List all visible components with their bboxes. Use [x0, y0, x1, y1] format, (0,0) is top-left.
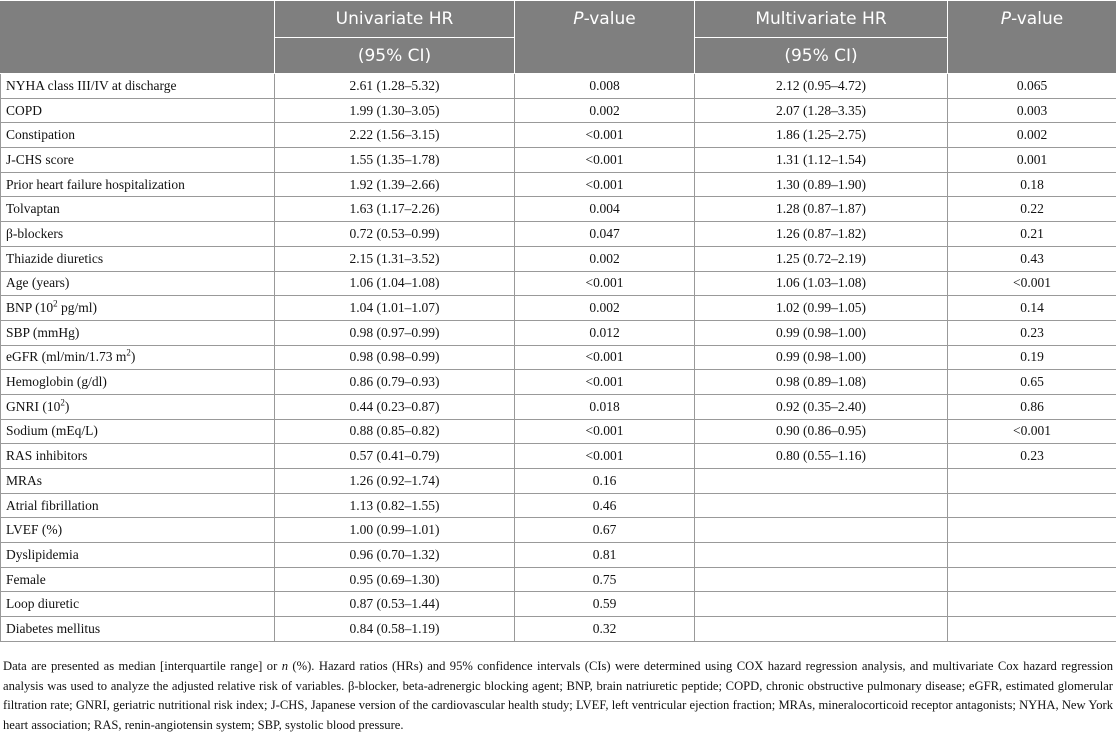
table-row: [1, 493, 1116, 518]
univariate-ci-header: (95% CI): [275, 38, 515, 74]
multivariate-hr-cell: 0.90 (0.86–0.95): [695, 419, 948, 444]
multivariate-p-cell: 0.18: [948, 172, 1116, 197]
multivariate-hr-cell: [695, 469, 948, 494]
variable-label: Female: [1, 567, 275, 592]
multivariate-p-cell: 0.86: [948, 394, 1116, 419]
multivariate-p-cell: 0.43: [948, 246, 1116, 271]
univariate-hr-header: Univariate HR: [275, 1, 515, 38]
multivariate-hr-cell: 2.07 (1.28–3.35): [695, 98, 948, 123]
table-row: [1, 74, 1116, 99]
variable-label: Prior heart failure hospitalization: [1, 172, 275, 197]
multivariate-p-cell: 0.002: [948, 123, 1116, 148]
univariate-p-cell: 0.012: [515, 320, 695, 345]
table-row: [1, 271, 1116, 296]
table-row: [1, 320, 1116, 345]
univariate-hr-cell: 2.61 (1.28–5.32): [275, 74, 515, 99]
multivariate-hr-cell: [695, 518, 948, 543]
multivariate-hr-cell: 1.06 (1.03–1.08): [695, 271, 948, 296]
table-row: [1, 98, 1116, 123]
table-row: [1, 370, 1116, 395]
variable-label: Atrial fibrillation: [1, 493, 275, 518]
multivariate-p-cell: 0.23: [948, 320, 1116, 345]
univariate-p-cell: <0.001: [515, 148, 695, 173]
table-row: [1, 617, 1116, 642]
multivariate-hr-header: Multivariate HR: [695, 1, 948, 38]
univariate-p-cell: 0.67: [515, 518, 695, 543]
univariate-hr-cell: 0.44 (0.23–0.87): [275, 394, 515, 419]
multivariate-p-cell: 0.65: [948, 370, 1116, 395]
multivariate-p-cell: <0.001: [948, 419, 1116, 444]
variable-label: Diabetes mellitus: [1, 617, 275, 642]
table-row: [1, 296, 1116, 321]
table-row: [1, 592, 1116, 617]
multivariate-hr-cell: [695, 567, 948, 592]
multivariate-p-cell: 0.21: [948, 222, 1116, 247]
univariate-p-cell: <0.001: [515, 123, 695, 148]
multivariate-hr-cell: 1.31 (1.12–1.54): [695, 148, 948, 173]
univariate-hr-cell: 0.86 (0.79–0.93): [275, 370, 515, 395]
multivariate-p-cell: [948, 617, 1116, 642]
table-row: [1, 345, 1116, 370]
univariate-p-cell: <0.001: [515, 419, 695, 444]
table-header: [1, 1, 1116, 74]
table-row: [1, 148, 1116, 173]
multivariate-p-cell: 0.14: [948, 296, 1116, 321]
multivariate-p-cell: [948, 493, 1116, 518]
multivariate-p-cell: 0.22: [948, 197, 1116, 222]
multivariate-p-cell: 0.23: [948, 444, 1116, 469]
variable-label: BNP ($10^2$ pg/ml): [1, 296, 275, 321]
variable-label: Tolvaptan: [1, 197, 275, 222]
multivariate-p-cell: <0.001: [948, 271, 1116, 296]
table-row: [1, 419, 1116, 444]
variable-label: Age (years): [1, 271, 275, 296]
univariate-hr-cell: 1.99 (1.30–3.05): [275, 98, 515, 123]
table-body: [1, 74, 1116, 642]
multivariate-hr-cell: 1.02 (0.99–1.05): [695, 296, 948, 321]
univariate-hr-cell: 0.72 (0.53–0.99): [275, 222, 515, 247]
multivariate-hr-cell: [695, 592, 948, 617]
variable-label: RAS inhibitors: [1, 444, 275, 469]
univariate-hr-cell: 2.15 (1.31–3.52): [275, 246, 515, 271]
univariate-p-cell: 0.75: [515, 567, 695, 592]
univariate-p-cell: 0.002: [515, 98, 695, 123]
multivariate-p-value-header: P-value: [948, 1, 1116, 74]
multivariate-hr-cell: [695, 493, 948, 518]
variable-label: β-blockers: [1, 222, 275, 247]
table-footnote: Data are presented as median [interquartile range] or n (%). Hazard ratios (HRs) and 95% confidence intervals (CIs) were determined using COX hazard regression analysis, and multivariate Cox hazard regression analysis was used to analyze the adjusted relative risk of variables. β-blocker, beta-adrenergic blocking agent; BNP, brain natriuretic peptide; COPD, chronic obstructive pulmonary disease; eGFR, estimated glomerular filtration rate; GNRI, geriatric nutritional risk index; J-CHS, Japanese version of the cardiovascular health study; LVEF, left ventricular ejection fraction; MRAs, mineralocorticoid receptor antagonists; NYHA, New York heart association; RAS, renin-angiotensin system; SBP, systolic blood pressure.: [3, 659, 1113, 732]
table-row: [1, 567, 1116, 592]
table-row: [1, 469, 1116, 494]
table-row: [1, 123, 1116, 148]
univariate-hr-cell: 1.55 (1.35–1.78): [275, 148, 515, 173]
univariate-p-cell: <0.001: [515, 370, 695, 395]
univariate-p-cell: 0.81: [515, 543, 695, 568]
variable-label: Hemoglobin (g/dl): [1, 370, 275, 395]
variable-label: Thiazide diuretics: [1, 246, 275, 271]
univariate-hr-cell: 0.95 (0.69–1.30): [275, 567, 515, 592]
variable-label: GNRI $(10^2)$: [1, 394, 275, 419]
univariate-p-cell: 0.002: [515, 246, 695, 271]
univariate-p-cell: 0.46: [515, 493, 695, 518]
variable-label: Sodium (mEq/L): [1, 419, 275, 444]
multivariate-hr-cell: 1.26 (0.87–1.82): [695, 222, 948, 247]
univariate-hr-cell: 0.84 (0.58–1.19): [275, 617, 515, 642]
multivariate-p-cell: [948, 543, 1116, 568]
univariate-hr-cell: 1.04 (1.01–1.07): [275, 296, 515, 321]
univariate-p-cell: 0.008: [515, 74, 695, 99]
multivariate-hr-cell: 1.30 (0.89–1.90): [695, 172, 948, 197]
multivariate-hr-cell: 1.86 (1.25–2.75): [695, 123, 948, 148]
univariate-p-cell: 0.004: [515, 197, 695, 222]
multivariate-hr-cell: 0.99 (0.98–1.00): [695, 320, 948, 345]
univariate-hr-cell: 0.98 (0.98–0.99): [275, 345, 515, 370]
multivariate-hr-cell: 0.92 (0.35–2.40): [695, 394, 948, 419]
univariate-hr-cell: 0.88 (0.85–0.82): [275, 419, 515, 444]
multivariate-hr-cell: 1.28 (0.87–1.87): [695, 197, 948, 222]
table-row: [1, 518, 1116, 543]
univariate-p-cell: 0.002: [515, 296, 695, 321]
multivariate-p-cell: [948, 592, 1116, 617]
variable-label: MRAs: [1, 469, 275, 494]
multivariate-hr-cell: 0.99 (0.98–1.00): [695, 345, 948, 370]
univariate-p-value-header: P-value: [515, 1, 695, 74]
multivariate-hr-cell: 0.98 (0.89–1.08): [695, 370, 948, 395]
univariate-p-cell: <0.001: [515, 271, 695, 296]
univariate-p-cell: 0.16: [515, 469, 695, 494]
multivariate-p-cell: 0.19: [948, 345, 1116, 370]
variable-label: Constipation: [1, 123, 275, 148]
multivariate-ci-header: (95% CI): [695, 38, 948, 74]
table-row: [1, 197, 1116, 222]
multivariate-p-cell: [948, 567, 1116, 592]
univariate-p-cell: 0.047: [515, 222, 695, 247]
multivariate-hr-cell: 1.25 (0.72–2.19): [695, 246, 948, 271]
table-row: [1, 222, 1116, 247]
variable-label: SBP (mmHg): [1, 320, 275, 345]
multivariate-p-cell: 0.065: [948, 74, 1116, 99]
table-row: [1, 172, 1116, 197]
univariate-hr-cell: 1.63 (1.17–2.26): [275, 197, 515, 222]
multivariate-hr-cell: [695, 617, 948, 642]
table-row: [1, 444, 1116, 469]
univariate-hr-cell: 1.00 (0.99–1.01): [275, 518, 515, 543]
univariate-p-cell: <0.001: [515, 444, 695, 469]
multivariate-hr-cell: [695, 543, 948, 568]
multivariate-hr-cell: 0.80 (0.55–1.16): [695, 444, 948, 469]
univariate-hr-cell: 1.13 (0.82–1.55): [275, 493, 515, 518]
table-row: [1, 246, 1116, 271]
univariate-p-cell: 0.59: [515, 592, 695, 617]
univariate-p-cell: 0.018: [515, 394, 695, 419]
multivariate-p-cell: [948, 469, 1116, 494]
variable-label: eGFR (ml/min/1.73 $m^2$): [1, 345, 275, 370]
variable-label: Dyslipidemia: [1, 543, 275, 568]
univariate-hr-cell: 0.57 (0.41–0.79): [275, 444, 515, 469]
univariate-hr-cell: 0.87 (0.53–1.44): [275, 592, 515, 617]
multivariate-p-cell: 0.003: [948, 98, 1116, 123]
multivariate-p-cell: [948, 518, 1116, 543]
variable-label: LVEF (%): [1, 518, 275, 543]
univariate-p-cell: <0.001: [515, 172, 695, 197]
variable-label: Loop diuretic: [1, 592, 275, 617]
variable-label: J-CHS score: [1, 148, 275, 173]
univariate-p-cell: <0.001: [515, 345, 695, 370]
univariate-hr-cell: 1.26 (0.92–1.74): [275, 469, 515, 494]
variable-label: NYHA class III/IV at discharge: [1, 74, 275, 99]
multivariate-p-cell: 0.001: [948, 148, 1116, 173]
table-row: [1, 394, 1116, 419]
univariate-hr-cell: 1.06 (1.04–1.08): [275, 271, 515, 296]
variable-label: COPD: [1, 98, 275, 123]
univariate-hr-cell: 2.22 (1.56–3.15): [275, 123, 515, 148]
stub-header: [1, 1, 275, 74]
univariate-p-cell: 0.32: [515, 617, 695, 642]
table-row: [1, 543, 1116, 568]
univariate-hr-cell: 1.92 (1.39–2.66): [275, 172, 515, 197]
multivariate-hr-cell: 2.12 (0.95–4.72): [695, 74, 948, 99]
univariate-hr-cell: 0.98 (0.97–0.99): [275, 320, 515, 345]
univariate-hr-cell: 0.96 (0.70–1.32): [275, 543, 515, 568]
